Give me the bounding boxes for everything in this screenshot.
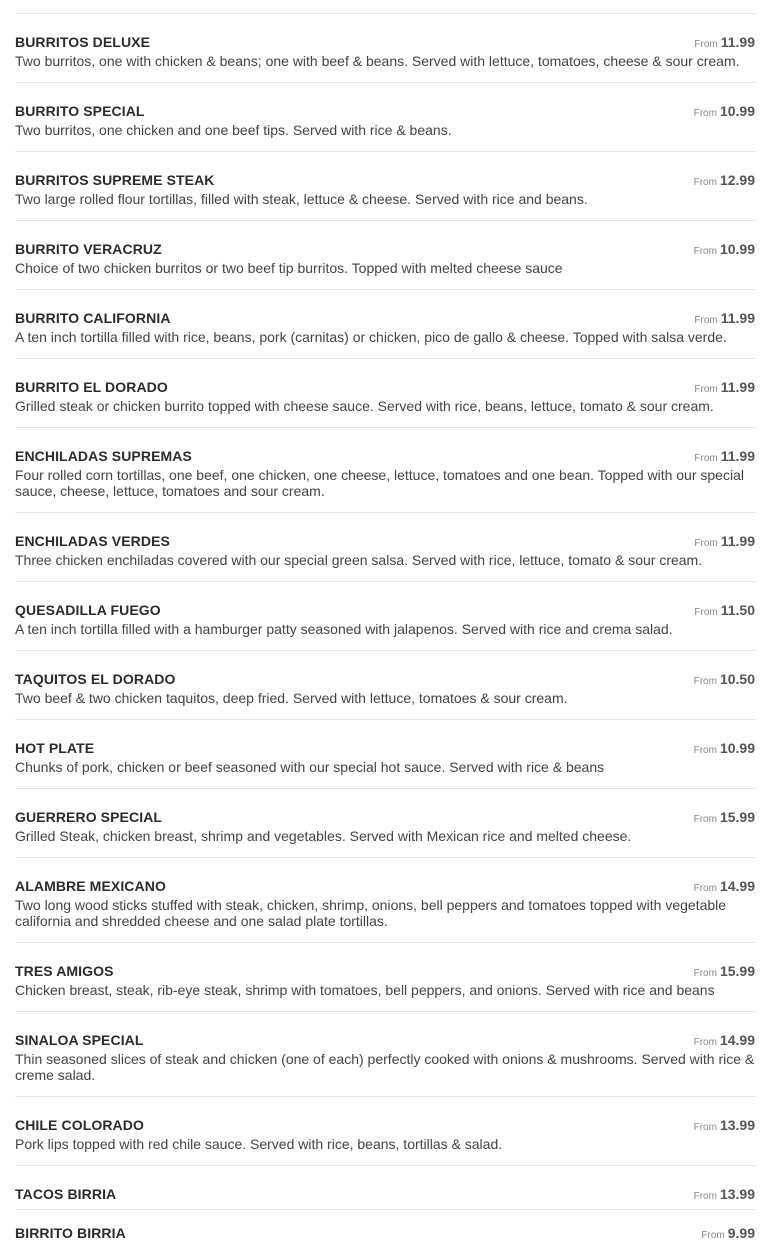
price-value: 9.99 <box>727 1225 755 1241</box>
price-from-label: From <box>694 39 718 50</box>
menu-item[interactable] <box>15 858 755 943</box>
price-from-label: From <box>693 177 717 188</box>
item-description: Three chicken enchiladas covered with our special green salsa. Served with rice, lettuce, tomato & sour cream. <box>15 552 703 568</box>
price-from-label: From <box>693 968 717 979</box>
item-price <box>701 1225 755 1244</box>
item-description: Two long wood sticks stuffed with steak, chicken, shrimp, onions, bell peppers and tomatoes topped with vegetable california and shredded cheese and one salad plate tortillas. <box>15 897 727 929</box>
menu-item[interactable] <box>15 359 755 428</box>
price-from-label: From <box>694 384 718 395</box>
price-value: 11.99 <box>720 310 755 326</box>
menu-item[interactable] <box>15 290 755 359</box>
price-from-label: From <box>693 883 717 894</box>
item-name: ALAMBRE MEXICANO <box>15 878 166 894</box>
item-name: BURRITOS DELUXE <box>15 34 151 50</box>
item-price <box>694 602 755 621</box>
price-from-label: From <box>694 607 718 618</box>
price-value: 11.99 <box>720 379 755 395</box>
item-description: Chicken breast, steak, rib-eye steak, shrimp with tomatoes, bell peppers, and onions. Served with rice and beans <box>15 982 715 998</box>
item-name: ENCHILADAS VERDES <box>15 533 170 549</box>
menu-item[interactable] <box>15 83 755 152</box>
item-description <box>15 0 755 13</box>
menu-item[interactable] <box>15 651 755 720</box>
item-price <box>694 103 755 122</box>
item-description: Grilled Steak, chicken breast, shrimp and vegetables. Served with Mexican rice and melted cheese. <box>15 828 632 844</box>
price-value: 14.99 <box>719 1032 755 1048</box>
item-name: BURRITO CALIFORNIA <box>15 310 171 326</box>
item-description: Thin seasoned slices of steak and chicken (one of each) perfectly cooked with onions & mushrooms. Served with rice & creme salad. <box>15 1051 755 1083</box>
item-description: Chunks of pork, chicken or beef seasoned with our special hot sauce. Served with rice & beans <box>15 759 605 775</box>
menu-item[interactable] <box>15 152 755 221</box>
item-price <box>694 379 755 398</box>
item-name: BURRITO VERACRUZ <box>15 241 162 257</box>
menu-item[interactable] <box>15 582 755 651</box>
item-name: TACOS BIRRIA <box>15 1186 117 1202</box>
item-name: TAQUITOS EL DORADO <box>15 671 176 687</box>
item-name: HOT PLATE <box>15 740 95 756</box>
menu-item[interactable] <box>15 428 755 513</box>
menu-item[interactable] <box>15 1097 755 1166</box>
menu-item[interactable] <box>15 221 755 290</box>
price-from-label: From <box>694 453 718 464</box>
price-from-label: From <box>693 814 717 825</box>
item-price <box>694 1117 755 1136</box>
item-price <box>694 878 755 897</box>
item-description: Grilled steak or chicken burrito topped with cheese sauce. Served with rice, beans, lettuce, tomato & sour cream. <box>15 398 714 414</box>
item-description: Two beef & two chicken taquitos, deep fried. Served with lettuce, tomatoes & sour cream. <box>15 690 568 706</box>
item-price <box>694 963 755 982</box>
price-value: 12.99 <box>719 172 755 188</box>
price-value: 11.99 <box>720 448 755 464</box>
item-description <box>15 1244 755 1248</box>
item-name: QUESADILLA FUEGO <box>15 602 161 618</box>
item-price <box>694 809 755 828</box>
item-price <box>694 172 755 191</box>
item-description: A ten inch tortilla filled with a hamburger patty seasoned with jalapenos. Served with rice and crema salad. <box>15 621 673 637</box>
price-from-label: From <box>693 1122 717 1133</box>
price-value: 14.99 <box>719 878 755 894</box>
price-value: 13.99 <box>719 1186 755 1202</box>
item-description: Two large rolled flour tortillas, filled with steak, lettuce & cheese. Served with rice and beans. <box>15 191 588 207</box>
price-value: 10.50 <box>719 671 755 687</box>
menu-item[interactable] <box>15 1166 755 1210</box>
item-name: SINALOA SPECIAL <box>15 1032 144 1048</box>
menu-item[interactable] <box>15 943 755 1012</box>
item-name: CHILE COLORADO <box>15 1117 144 1133</box>
item-description: Pork lips topped with red chile sauce. Served with rice, beans, tortillas & salad. <box>15 1136 503 1152</box>
price-value: 15.99 <box>719 963 755 979</box>
item-description: Choice of two chicken burritos or two beef tip burritos. Topped with melted cheese sauce <box>15 260 563 276</box>
menu-item[interactable] <box>15 513 755 582</box>
price-value: 11.99 <box>720 34 755 50</box>
item-description <box>15 1205 755 1209</box>
item-price <box>694 34 755 53</box>
item-price <box>694 241 755 260</box>
item-price <box>694 740 755 759</box>
price-value: 10.99 <box>719 740 755 756</box>
item-price <box>694 671 755 690</box>
price-value: 15.99 <box>719 809 755 825</box>
price-from-label: From <box>694 538 718 549</box>
item-price <box>694 1032 755 1051</box>
item-description: A ten inch tortilla filled with rice, beans, pork (carnitas) or chicken, pico de gallo & cheese. Topped with salsa verde. <box>15 329 727 345</box>
price-value: 11.99 <box>720 533 755 549</box>
item-price <box>694 533 755 552</box>
price-from-label: From <box>693 1191 717 1202</box>
price-from-label: From <box>693 1037 717 1048</box>
price-from-label: From <box>693 745 717 756</box>
price-from-label: From <box>693 108 717 119</box>
item-name: TRES AMIGOS <box>15 963 114 979</box>
item-price <box>694 310 755 329</box>
price-value: 13.99 <box>719 1117 755 1133</box>
menu-item[interactable] <box>15 1210 755 1248</box>
price-value: 10.99 <box>719 103 755 119</box>
item-name: BIRRITO BIRRIA <box>15 1225 126 1241</box>
price-from-label: From <box>693 676 717 687</box>
item-name: BURRITOS SUPREME STEAK <box>15 172 215 188</box>
item-description: Four rolled corn tortillas, one beef, one chicken, one cheese, lettuce, tomatoes and one bean. Topped with our special sauce, cheese, lettuce, tomatoes and sour cream. <box>15 467 744 499</box>
item-price <box>694 448 755 467</box>
item-name: GUERRERO SPECIAL <box>15 809 163 825</box>
menu-list <box>15 0 755 1248</box>
menu-item[interactable] <box>15 720 755 789</box>
menu-item[interactable] <box>15 14 755 83</box>
menu-item[interactable] <box>15 0 755 14</box>
menu-item[interactable] <box>15 1012 755 1097</box>
item-description: Two burritos, one with chicken & beans; one with beef & beans. Served with lettuce, tomatoes, cheese & sour cream. <box>15 53 740 69</box>
item-price <box>694 1186 755 1205</box>
menu-item[interactable] <box>15 789 755 858</box>
item-name: BURRITO EL DORADO <box>15 379 168 395</box>
price-value: 11.50 <box>720 602 755 618</box>
price-value: 10.99 <box>719 241 755 257</box>
price-from-label: From <box>701 1230 725 1241</box>
item-description: Two burritos, one chicken and one beef tips. Served with rice & beans. <box>15 122 452 138</box>
price-from-label: From <box>694 315 718 326</box>
price-from-label: From <box>693 246 717 257</box>
item-name: ENCHILADAS SUPREMAS <box>15 448 192 464</box>
item-name: BURRITO SPECIAL <box>15 103 145 119</box>
